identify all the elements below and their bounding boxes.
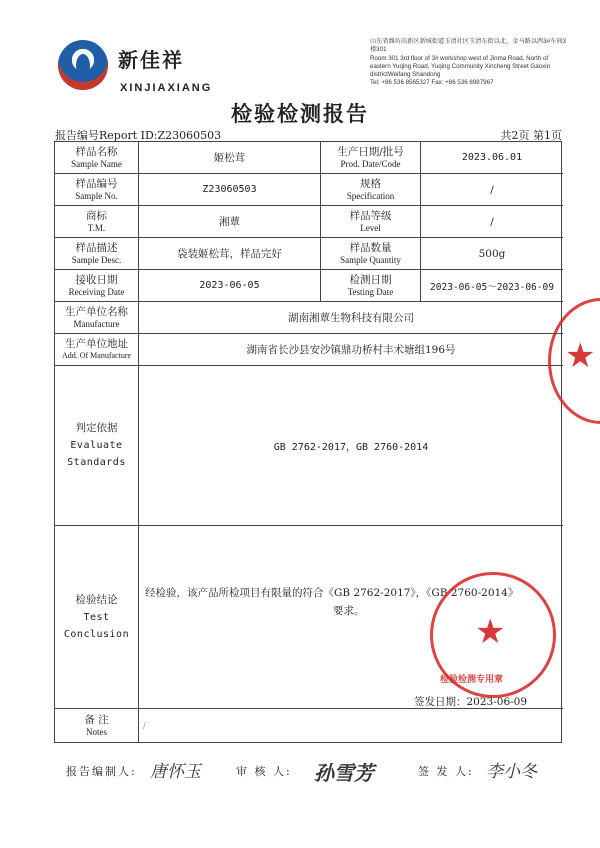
value-sample-no: Z23060503	[139, 174, 321, 206]
value-receiving-date: 2023-06-05	[139, 270, 321, 302]
value-level: /	[421, 206, 563, 238]
page-title: 检验检测报告	[231, 102, 369, 126]
label-trademark: 商标 T.M.	[55, 206, 139, 238]
label-level: 样品等级 Level	[321, 206, 421, 238]
phone: Tel: +86 536 8565327 Fax: +86 536 8987967	[370, 79, 494, 87]
value-prod-date: 2023.06.01	[421, 142, 563, 174]
value-notes: /	[143, 721, 146, 730]
issuer-label: 签 发 人:	[418, 765, 474, 778]
value-standards: GB 2762-2017，GB 2760-2014	[139, 366, 563, 526]
company-name-en: XINJIAXIANG	[120, 82, 213, 94]
sign-date: 签发日期：2023-06-09	[414, 696, 528, 708]
value-address: 湖南省长沙县安沙镇鼎功桥村丰术塘组196号	[139, 334, 563, 366]
label-specification: 规格 Specification	[321, 174, 421, 206]
company-address	[370, 38, 570, 88]
label-sample-name: 样品名称 Sample Name	[55, 142, 139, 174]
value-sample-name: 姬松茸	[139, 142, 321, 174]
label-address: 生产单位地址 Add. Of Manufacture	[55, 334, 139, 366]
label-notes: 备 注 Notes	[55, 709, 139, 742]
reviewer-signature: 孙雪芳	[314, 761, 374, 785]
compiler-signature: 唐怀玉	[150, 762, 201, 782]
issuer-signature: 李小冬	[486, 762, 537, 782]
label-sample-desc: 样品描述 Sample Desc.	[55, 238, 139, 270]
seal-star-icon: ★	[475, 612, 506, 652]
conclusion-line-2: 要求。	[333, 605, 365, 617]
address-en: Room 301 3rd floor of 3# workshop west of Jinma Road, North of eastern Yuqing Road, Yuqing Community Xincheng Street Gaoxin districtWeifang Shandong	[370, 54, 551, 79]
address-cn: 山东省潍坊高新区新城街道玉清社区玉清东街以北，金马路以西3#车间3楼301	[370, 38, 566, 54]
seal-bottom-text: 检验检测专用章	[440, 675, 504, 685]
company-logo-icon	[58, 40, 108, 90]
label-sample-qty: 样品数量 Sample Quantity	[321, 238, 421, 270]
conclusion-line-1: 经检验，该产品所检项目有限量的符合《GB 2762-2017》，《GB 2760-2014》	[145, 587, 519, 599]
value-sample-desc: 袋装姬松茸，样品完好	[139, 238, 321, 270]
compiler-label: 报告编制人:	[66, 765, 137, 778]
label-standards: 判定依据 Evaluate Standards	[55, 366, 139, 526]
label-conclusion: 检验结论 Test Conclusion	[55, 526, 139, 709]
edge-seal-star-icon: ★	[565, 336, 596, 376]
page-count: 共2页 第1页	[500, 129, 562, 142]
report-id: 报告编号Report ID:Z23060503	[55, 129, 222, 142]
value-testing-date: 2023-06-05～2023-06-09	[421, 270, 563, 302]
value-trademark: 湘蕈	[139, 206, 321, 238]
label-manufacture: 生产单位名称 Manufacture	[55, 302, 139, 334]
value-sample-qty: 500g	[421, 238, 563, 270]
label-receiving-date: 接收日期 Receiving Date	[55, 270, 139, 302]
value-specification: /	[421, 174, 563, 206]
value-manufacture: 湖南湘蕈生物科技有限公司	[139, 302, 563, 334]
label-testing-date: 检测日期 Testing Date	[321, 270, 421, 302]
label-sample-no: 样品编号 Sample No.	[55, 174, 139, 206]
reviewer-label: 审 核 人:	[236, 765, 292, 778]
label-prod-date: 生产日期/批号 Prod. Date/Code	[321, 142, 421, 174]
company-name-cn: 新佳祥	[118, 48, 184, 72]
